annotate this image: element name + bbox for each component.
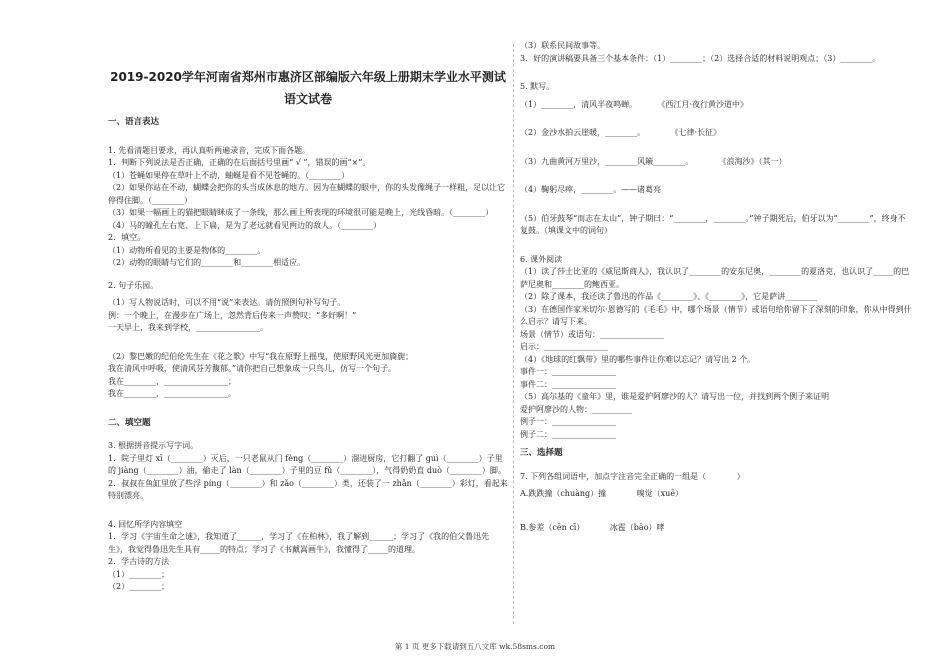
text-line: （2）黎巴嫩的纪伯伦先生在《花之歌》中写“我在原野上摇曳，使原野风光更加旖旎； [108, 351, 414, 361]
text-line: 6. 课外阅读 [520, 254, 563, 264]
text-line: （2）动物的眼睛与它们的________和________相适应。 [108, 258, 306, 267]
text-line: （1）动物所看见的主要是物体的________。 [108, 245, 266, 255]
text-line: （4）鞠躬尽瘁，________。——诸葛亮 [520, 185, 662, 194]
text-line: （2）除了课本，我还读了鲁迅的作品《________》、《________》，它是萨讲________ [520, 292, 818, 301]
spacer [108, 270, 508, 280]
text-line: 例：一个晚上，在漫步在广场上，忽然背后传来一声赞叹：“多好啊！” [108, 310, 357, 320]
text-line: 1．判断下列说法是否正确，正确的在后面括号里画“ √ ”，错误的画“×”。 [108, 158, 371, 167]
text-line: （3）在德国作家米切尔·恩德写的《毛毛》中，哪个场景（情节）或语句给你留下了深刻的印象，你从中得到什么启示？请写下来。 [520, 304, 912, 326]
text-line: 事件二：________________ [520, 379, 616, 389]
text-line: A.跌跌撞（chuàng）撞 嗅觉（xuē） [520, 489, 684, 498]
text-line: 我在________，________________。 [108, 389, 236, 398]
text-line: （2）金沙水拍云崖暖，________。 《七律·长征》 [520, 128, 722, 137]
text-line: （2）________； [108, 582, 170, 591]
spacer [520, 140, 912, 156]
column-divider [513, 44, 514, 624]
page-footer: 第 1 页 更多下载请到五八文库 wk.58sms.com [394, 642, 556, 651]
spacer [108, 335, 508, 351]
text-line: （1）读了莎士比亚的《威尼斯商人》，我认识了________的安东尼奥，________的夏洛克，也认识了_____的巴萨尼奥和________的鲍西亚。 [520, 267, 910, 289]
text-line: 一天早上，我来到学校，________________。 [108, 323, 268, 332]
spacer [520, 65, 912, 81]
section-heading: 二、填空题 [108, 417, 151, 428]
text-line: （5）伯牙鼓琴“而志在太山”，钟子期曰：“________，________。”钟子期死后，伯牙以为“________”，终身不复鼓。（填课文中的词句） [520, 213, 906, 235]
text-line: 4. 回忆所学内容填空 [108, 519, 183, 529]
text-line: （5）高尔基的《童年》里，谁是爱护阿廖沙的人？请写出一位，并找到两个例子来证明 [520, 392, 830, 401]
text-line: 启示：________________ [520, 342, 608, 351]
text-line: 3．好的演讲稿要具备三个基本条件：（1）________；（2）选择合适的材料说明观点；（3）________。 [520, 53, 881, 63]
text-line: 场景（情节）或语句：________________ [520, 329, 664, 339]
text-line: （3）联系民间故事等。 [520, 41, 606, 50]
text-line: 2．学古诗的方法 [108, 557, 170, 566]
spacer [108, 503, 508, 519]
text-line: （3）如果一幅画上的猫把眼睛眯成了一条线，那么画上所表现的环境很可能是晚上，光线昏暗。（________） [108, 208, 494, 217]
text-line: 爱护阿廖沙的人物：__________ [520, 404, 632, 414]
text-line: （1）苍蝇如果停在草叶上不动，蚰蜒是看不见苍蝇的。（________） [108, 170, 350, 180]
spacer [520, 111, 912, 127]
text-line: 7. 下列各组词语中，加点字注音完全正确的一组是（ ） [520, 471, 745, 481]
spacer [520, 238, 912, 254]
left-content [108, 116, 508, 594]
spacer [520, 197, 912, 213]
text-line: （4）马的瞳孔左右宽、上下扁，是为了老远就看见两边的敌人。（________） [108, 220, 382, 230]
text-line: 2．填空。 [108, 233, 146, 242]
text-line: B.参差（cēn cī） 冰雹（bāo）哮 [520, 522, 665, 532]
right-column [520, 40, 912, 534]
spacer [520, 501, 912, 517]
text-line: （2）如果你站在不动，蝴蝶会把你的头当成休息的地方。因为在蝴蝶的眼中，你的头发像绳子一样粗，足以让它停得住脚。（________） [108, 183, 506, 205]
text-line: 例子二：________________ [520, 429, 616, 439]
document-title: 2019-2020学年河南省郑州市惠济区部编版六年级上册期末学业水平测试语文试卷 [110, 70, 506, 106]
text-line: 2. 句子乐园。 [108, 280, 159, 290]
text-line: 2．叔叔在鱼缸里放了些浮 píng（________）和 zǎo（________）类，还装了一 zhǎn（________）彩灯，看起来特别漂亮。 [108, 478, 508, 500]
text-line: 我在清风中呼吸，使清风芬芳馥郁。”请你把自己想象成一只鸟儿，仿写一个句子。 [108, 364, 397, 373]
right-content [520, 40, 912, 534]
text-line: 3. 根据拼音提示写字词。 [108, 441, 199, 450]
section-heading: 三、选择题 [520, 448, 563, 458]
text-line: （1）写人物说话时，可以不用“说”来表达。请仿照例句补写句子。 [108, 298, 346, 307]
text-line: 我在________，________________； [108, 376, 236, 386]
text-line: 例子一：________________ [520, 417, 616, 426]
text-line: 事件一：________________ [520, 367, 616, 376]
left-column [108, 40, 508, 594]
text-line: （1）________，清风半夜鸣蝉。 《西江月·夜行黄沙道中》 [520, 99, 748, 109]
text-line: （4）《地球的红飘带》里的哪些事件让你难以忘记？请写出 2 个。 [520, 354, 756, 364]
section-heading: 一、语言表达 [108, 117, 160, 127]
spacer [520, 168, 912, 184]
spacer [108, 135, 508, 145]
spacer [108, 401, 508, 411]
text-line: （1）________； [108, 569, 170, 579]
text-line: （3）九曲黄河万里沙，________风簸________。 《浪淘沙》（其一） [520, 156, 787, 166]
text-line: 1．学习《宇宙生命之谜》，我知道了______，学习了《在柏林》，我了解到______；学习了《我的伯父鲁迅先生》，我觉得鲁迅先生具有_____的特点；学习了《书戴嵩画牛》，我懂得了_____的道理。 [108, 532, 490, 554]
text-line: 5. 默写。 [520, 82, 555, 91]
text-line: 1．院子里灯 xī（________）灭后，一只老鼠从门 fèng（________）溜进厨房，它打翻了 guì（________）子里的 jiàng（________）油，偷走了 làn（________）子里的豆 fǔ（________），气得奶奶直 duò（________）脚。 [108, 453, 506, 475]
text-line: 1. 先看清题目要求，再认真听两遍录音，完成下面各题。 [108, 145, 311, 155]
